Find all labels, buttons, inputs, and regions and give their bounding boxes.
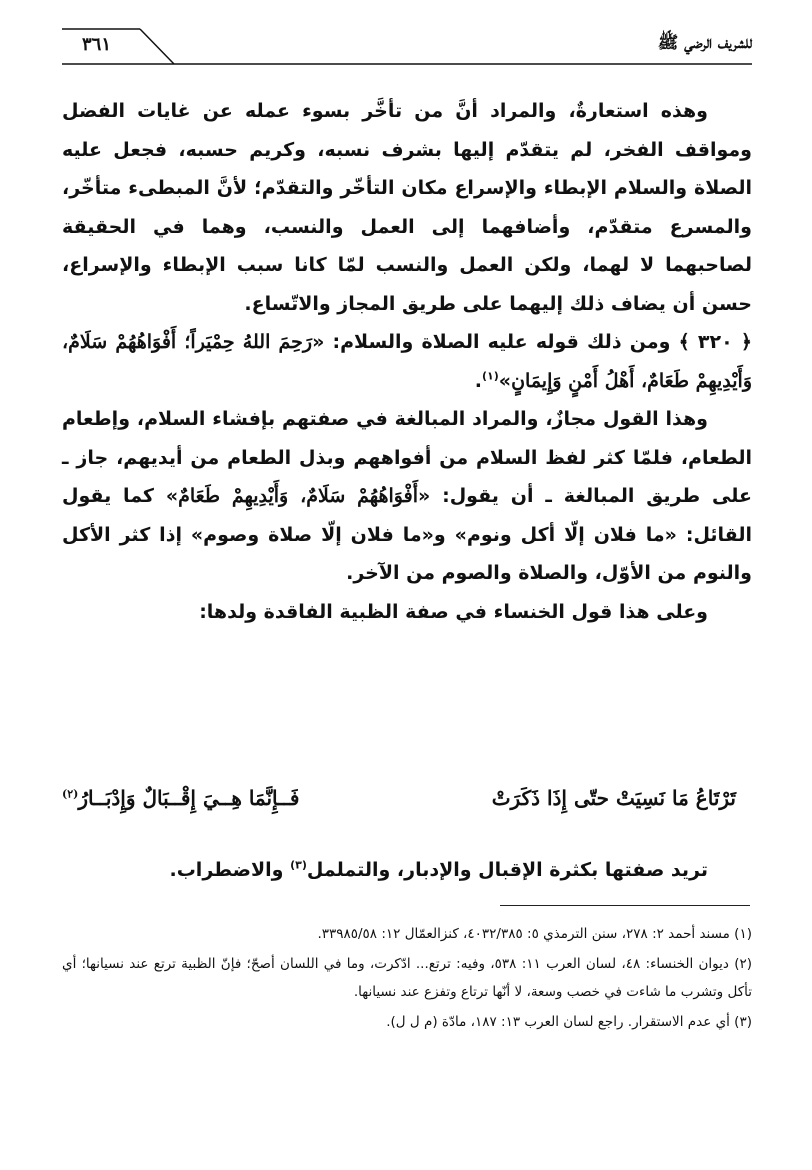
paragraph: وعلى هذا قول الخنساء في صفة الظبية الفاقدة ولدها:: [199, 600, 708, 623]
hadith-paragraph: ﴿ ٣٢٠ ﴾ ومن ذلك قوله عليه الصلاة والسلام: «رَحِمَ اللهُ حِمْيَراً؛ أَفْوَاهُهُمْ سَلَامٌ، وَأَيْدِيهِمْ طَعَامٌ، أَهْلُ أَمْنٍ وَإِيمَانٍ»$^{(١)}$.: [62, 331, 753, 392]
hadith-close: »: [498, 369, 512, 392]
hadith-quote: أَفْوَاهُهُمْ سَلَامٌ، وَأَيْدِيهِمْ طَعَامٌ: [178, 485, 418, 507]
footnote-ref: (٢): [62, 787, 79, 801]
running-header: [62, 28, 752, 68]
header-frame: [62, 28, 752, 68]
footnote: (٣) أي عدم الاستقرار. راجع لسان العرب ١٣: ١٨٧، مادّة (م ل ل).: [386, 1014, 752, 1030]
paragraph: [62, 851, 752, 889]
paragraph-text: » كما يقول القائل: «ما فلان إلّا أكل ونوم» و«ما فلان إلّا صلاة وصوم» إذا كثر الأكل والنوم من الأوّل، والصلاة والصوم من الآخر.: [62, 485, 752, 584]
footnote-ref: (١): [482, 369, 499, 383]
paragraph-text: وهذا القول مجازٌ، والمراد المبالغة في صفتهم بإفشاء السلام، وإطعام الطعام، فلمّا كثر لفظ السلام من أفواههم وبذل الطعام من أيديهم، جاز ـ على طريق المبالغة ـ أن يقول: «: [62, 408, 752, 507]
main-text: [62, 92, 752, 631]
hadith-number: ﴿ ٣٢٠ ﴾: [678, 331, 753, 353]
running-header-title: للشريف الرضي ﷺ: [657, 33, 752, 53]
footnote-ref: (٣): [290, 858, 307, 872]
footnotes: [62, 920, 752, 1038]
paragraph-text: والاضطراب.: [169, 859, 291, 881]
paragraph-text: تريد صفتها بكثرة الإقبال والإدبار، والتململ: [306, 859, 708, 881]
paragraph: [62, 400, 752, 593]
verse-first-hemistich: تَرْتَاعُ مَا نَسِيَتْ حتّى إِذَا ذَكَرَتْ: [491, 786, 736, 810]
poetry-verse: [62, 786, 752, 826]
hadith-intro: ومن ذلك قوله عليه الصلاة والسلام: «: [312, 331, 679, 353]
footnote: (١) مسند أحمد ٢: ٢٧٨، سنن الترمذي ٥: ٤٠٣٢/٣٨٥، كنزالعمّال ١٢: ٣٣٩٨٥/٥٨.: [317, 926, 752, 942]
footnote: (٢) ديوان الخنساء: ٤٨، لسان العرب ١١: ٥٣٨، وفيه: ترتع... ادّكرت، وما في اللسان أصحّ؛ فإنّ الظبية ترتع عند نسيانها؛ أي تأكل وتشرب ما شاءت في خصب وسعة، لا أنّها ترتاع وتفزع عند نسيانها.: [62, 956, 753, 1000]
footnote-divider: [500, 905, 750, 906]
paragraph: وهذه استعارةٌ، والمراد أنَّ من تأخَّر بسوء عمله عن غايات الفضل ومواقف الفخر، لم يتقدّم إليها بشرف نسبه، وكريم حسبه، فجعل عليه الصلاة والسلام الإبطاء والإسراع مكان التأخّر والتقدّم؛ لأنَّ المبطىء متأخّر، والمسرع متقدّم، وأضافهما إلى العمل والنسب، وهما في الحقيقة لصاحبهما لا لهما، ولكن العمل والنسب لمّا كانا سبب الإبطاء والإسراع، حسن أن يضاف ذلك إليهما على طريق المجاز والاتّساع.: [62, 100, 752, 315]
verse-second-hemistich-text: فَــإِنَّمَا هِــيَ إِقْــبَالٌ وَإِدْبَــارُ: [78, 786, 300, 810]
page-number: ٣٦١: [82, 34, 112, 55]
hadith-text: رَحِمَ اللهُ حِمْيَراً؛ أَفْوَاهُهُمْ سَلَامٌ، وَأَيْدِيهِمْ طَعَامٌ، أَهْلُ أَمْنٍ وَإِيمَانٍ: [62, 331, 752, 392]
verse-second-hemistich: [62, 786, 299, 810]
